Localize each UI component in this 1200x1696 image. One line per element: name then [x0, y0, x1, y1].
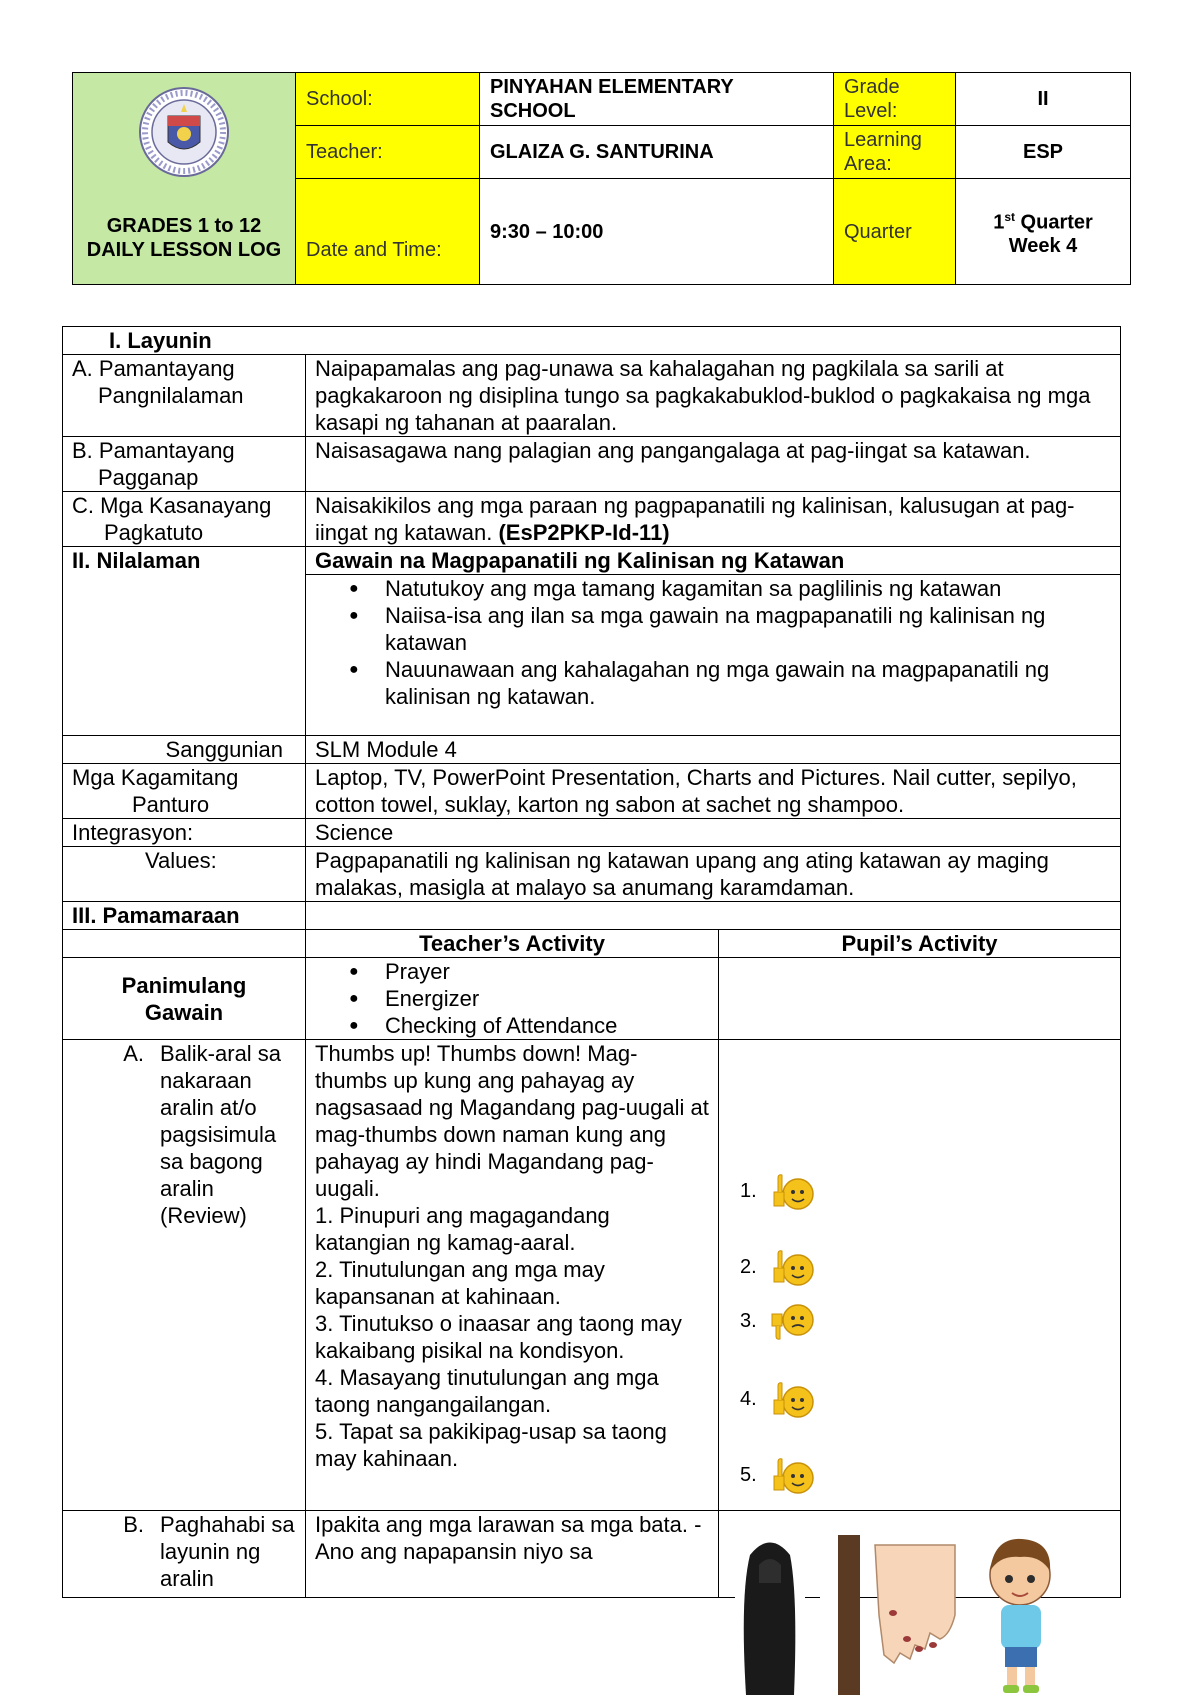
teacher-activity-header: Teacher’s Activity — [306, 930, 719, 958]
balik-aral-pupil — [719, 1040, 1121, 1511]
balik-aral-label — [63, 1040, 306, 1511]
pamamaraan-row — [63, 902, 1121, 930]
learning-area-value: ESP — [956, 126, 1131, 179]
nilalaman-heading: II. Nilalaman — [63, 547, 306, 736]
objectives-list — [315, 575, 1111, 710]
pamantayang-pagganap-row — [63, 437, 1121, 492]
competency-code: (EsP2PKP-Id-11) — [498, 520, 670, 545]
thumb-answer: 4. — [740, 1378, 816, 1420]
thumb-answer: 1. — [740, 1170, 816, 1212]
thumb-answer: 5. — [740, 1454, 816, 1496]
school-label: School: — [296, 73, 480, 126]
values-value: Pagpapanatili ng kalinisan ng katawan upang ang ating katawan ay maging malakas, masigla at malayo sa anumang karamdaman. — [306, 847, 1121, 902]
kagamitan-label: Mga Kagamitang Panturo — [63, 764, 306, 819]
logo-cell — [73, 73, 296, 285]
pamantayang-pangnilalaman-value: Naipapamalas ang pag-unawa sa kahalagahan ng pagkilala sa sarili at pagkakaroon ng disiplina tungo sa pagkakabuklod-buklod o pagkakaisa ng mga kasapi ng tahanan at paaralan. — [306, 355, 1121, 437]
thumbs-up-icon — [770, 1246, 816, 1288]
paghahabi-label — [63, 1511, 306, 1598]
grade-label: Grade Level: — [834, 73, 956, 126]
balik-aral-teacher — [306, 1040, 719, 1511]
balik-aral-title: Balik-aral sa nakaraan aralin at/o pagsisimula sa bagong aralin (Review) — [160, 1041, 282, 1228]
integrasyon-value: Science — [306, 819, 1121, 847]
integrasyon-label: Integrasyon: — [63, 819, 306, 847]
pamamaraan-heading: III. Pamamaraan — [63, 902, 306, 930]
date-label: Date and Time: — [296, 179, 480, 285]
log-title-line2: DAILY LESSON LOG — [86, 239, 282, 261]
log-title-line1: GRADES 1 to 12 — [106, 215, 262, 237]
panimula-list — [315, 958, 709, 1039]
list-item: 1. Pinupuri ang magagandang katangian ng kamag-aaral. — [315, 1203, 610, 1255]
pamantayang-pangnilalaman-label: A. Pamantayang Pangnilalaman — [63, 355, 306, 437]
list-item: ● Nauunawaan ang kahalagahan ng mga gawain na magpapanatili ng kalinisan ng katawan. — [385, 656, 1111, 710]
teacher-label: Teacher: — [296, 126, 480, 179]
balik-aral-row — [63, 1040, 1121, 1511]
thumb-answer: 3. — [740, 1300, 816, 1342]
layunin-row — [63, 327, 1121, 355]
panimula-activities — [306, 958, 719, 1040]
learning-area-label: Learning Area: — [834, 126, 956, 179]
balik-aral-letter: A. — [123, 1041, 144, 1066]
paghahabi-teacher: Ipakita ang mga larawan sa mga bata. -Ano ang napapansin niyo sa — [306, 1511, 719, 1598]
list-item: ● Prayer — [385, 958, 709, 985]
lesson-table — [62, 326, 1121, 1598]
quarter-label: Quarter — [834, 179, 956, 285]
sanggunian-value: SLM Module 4 — [306, 736, 1121, 764]
header-table — [72, 72, 1131, 285]
panimula-row — [63, 958, 1121, 1040]
sanggunian-label: Sanggunian — [63, 736, 306, 764]
balik-aral-intro: Thumbs up! Thumbs down! Mag-thumbs up kung ang pahayag ay nagsasaad ng Magandang pag-uugali at mag-thumbs down naman kung ang pahayag ay hindi Magandang pag-uugali. — [315, 1041, 709, 1201]
deped-seal-icon — [138, 86, 230, 178]
list-item: 2. Tinutulungan ang mga may kapansanan at kahinaan. — [315, 1257, 605, 1309]
paghahabi-title: Paghahabi sa layunin ng aralin — [160, 1512, 295, 1591]
nilalaman-row — [63, 547, 1121, 575]
hygiene-pictures — [735, 1535, 1070, 1695]
list-item: ● Naiisa-isa ang ilan sa mga gawain na magpapanatili ng kalinisan ng katawan — [385, 602, 1111, 656]
activity-header-row — [63, 930, 1121, 958]
sanggunian-row — [63, 736, 1121, 764]
school-value: PINYAHAN ELEMENTARY SCHOOL — [480, 73, 834, 126]
panimula-label: Panimulang Gawain — [63, 958, 306, 1040]
kasanayang-pagkatuto-value: Naisakikilos ang mga paraan ng pagpapanatili ng kalinisan, kalusugan at pag-iingat ng katawan. (EsP2PKP-Id-11) — [306, 492, 1121, 547]
pamantayang-pagganap-label: B. Pamantayang Pagganap — [63, 437, 306, 492]
kagamitan-row — [63, 764, 1121, 819]
long-hair-picture — [735, 1535, 805, 1695]
list-item: 3. Tinutukso o inaasar ang taong may kakaibang pisikal na kondisyon. — [315, 1311, 682, 1363]
pamantayang-pagganap-value: Naisasagawa nang palagian ang pangangalaga at pag-iingat sa katawan. — [306, 437, 1121, 492]
quarter-text: Quarter — [1020, 211, 1093, 234]
pupil-activity-header: Pupil’s Activity — [719, 930, 1121, 958]
thumbs-up-icon — [770, 1170, 816, 1212]
thumbs-up-icon — [770, 1378, 816, 1420]
list-item: 4. Masayang tinutulungan ang mga taong nangangailangan. — [315, 1365, 659, 1417]
quarter-number: 1 — [993, 211, 1005, 234]
list-item: ● Natutukoy ang mga tamang kagamitan sa paglilinis ng katawan — [385, 575, 1111, 602]
list-item: ● Energizer — [385, 985, 709, 1012]
date-value: 9:30 – 10:00 — [480, 179, 834, 285]
integrasyon-row — [63, 819, 1121, 847]
thumbs-up-icon — [770, 1454, 816, 1496]
layunin-heading: I. Layunin — [63, 327, 1121, 355]
teacher-value: GLAIZA G. SANTURINA — [480, 126, 834, 179]
quarter-week: Week 4 — [1008, 235, 1078, 258]
kasanayang-pagkatuto-label: C. Mga Kasanayang Pagkatuto — [63, 492, 306, 547]
hair-strand-picture — [820, 1535, 860, 1695]
quarter-value — [956, 179, 1131, 285]
nilalaman-title: Gawain na Magpapanatili ng Kalinisan ng Katawan — [306, 547, 1121, 575]
list-item: 5. Tapat sa pakikipag-usap sa taong may kahinaan. — [315, 1419, 667, 1471]
thumbs-down-icon — [770, 1300, 816, 1342]
kagamitan-value: Laptop, TV, PowerPoint Presentation, Charts and Pictures. Nail cutter, sepilyo, cotton towel, suklay, karton ng sabon at sachet ng shampoo. — [306, 764, 1121, 819]
nilalaman-objectives — [306, 575, 1121, 736]
pamantayang-pangnilalaman-row — [63, 355, 1121, 437]
list-item: ● Checking of Attendance — [385, 1012, 709, 1039]
values-label: Values: — [63, 847, 306, 902]
paghahabi-letter: B. — [123, 1512, 144, 1537]
grade-value: II — [956, 73, 1131, 126]
values-row — [63, 847, 1121, 902]
thumb-answer: 2. — [740, 1246, 816, 1288]
boy-picture — [990, 1539, 1050, 1693]
hand-nails-picture — [875, 1545, 955, 1663]
kasanayang-pagkatuto-row — [63, 492, 1121, 547]
quarter-sup: st — [1004, 209, 1015, 224]
